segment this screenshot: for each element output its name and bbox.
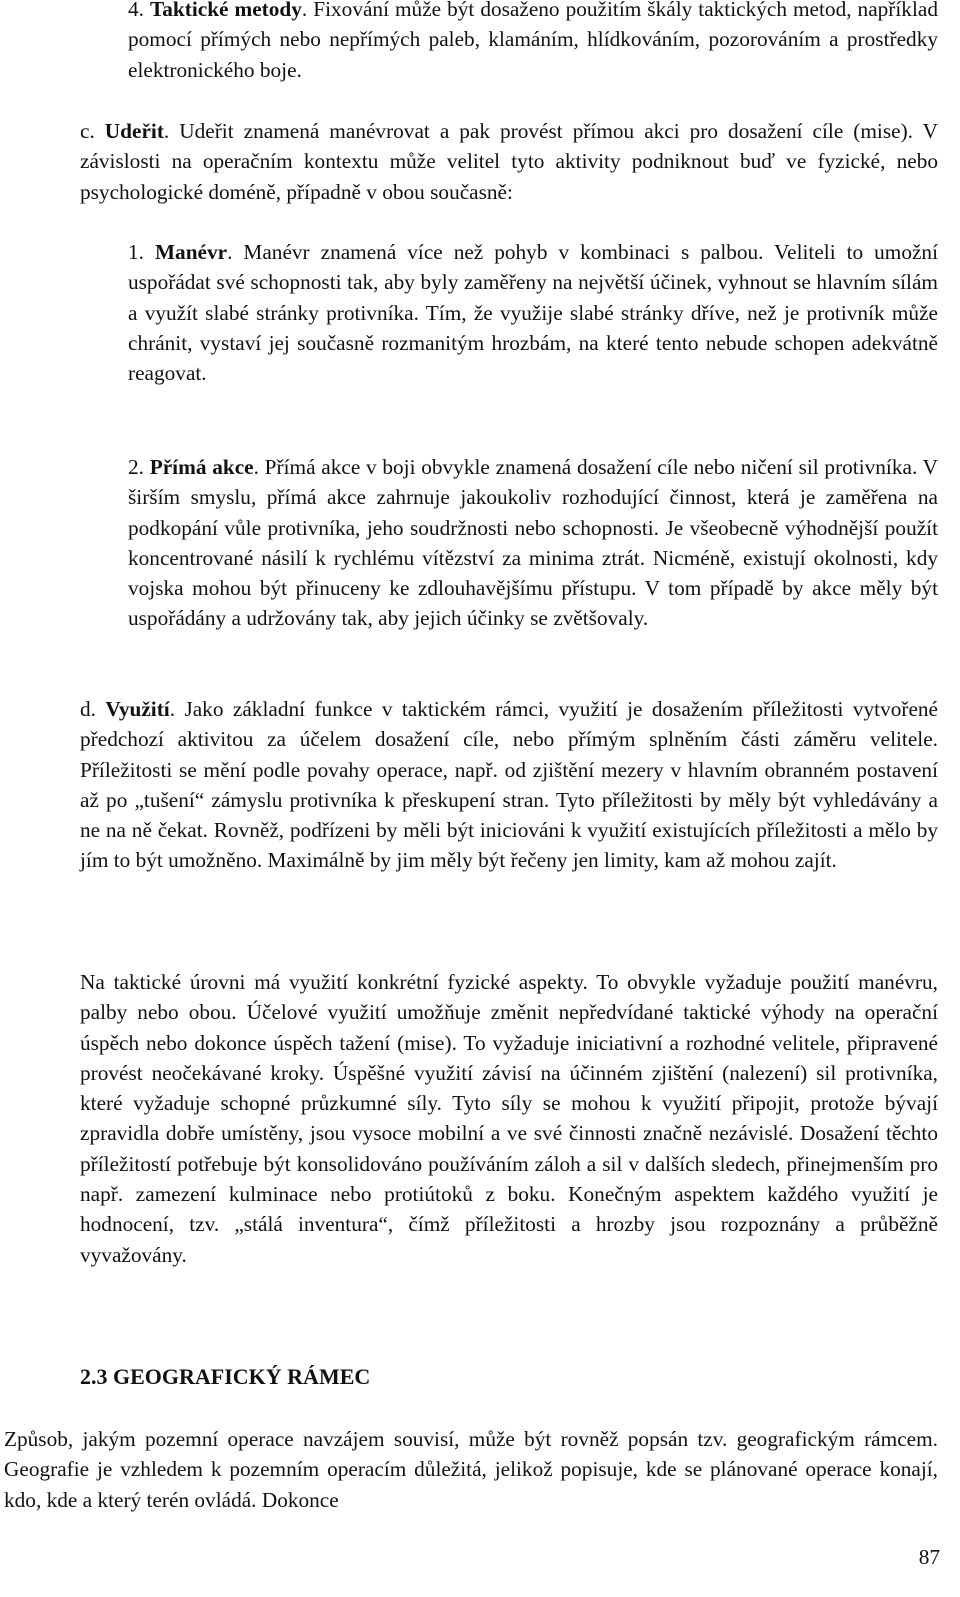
item-2-number: 2. bbox=[128, 455, 150, 479]
item-1-number: 1. bbox=[128, 240, 155, 264]
item-d-number: d. bbox=[80, 697, 106, 721]
item-1-title: Manévr bbox=[154, 240, 228, 264]
item-c-title: Udeřit bbox=[104, 119, 164, 143]
item-c-paragraph bbox=[80, 116, 938, 207]
item-4-number: 4. bbox=[128, 0, 150, 21]
item-c-text: . Udeřit znamená manévrovat a pak provést přímou akci pro dosažení cíle (mise). V závislosti na operačním kontextu může velitel tyto aktivity podniknout buď ve fyzické, nebo psychologické doméně, případně v obou současně: bbox=[80, 119, 938, 204]
item-4-text: . Fixování může být dosaženo použitím škály taktických metod, například pomocí přímých nebo nepřímých paleb, klamáním, hlídkováním, pozorováním a prostředky elektronického boje. bbox=[128, 0, 938, 82]
page-number: 87 bbox=[918, 1545, 940, 1569]
tactical-level-paragraph: Na taktické úrovni má využití konkrétní fyzické aspekty. To obvykle vyžaduje použití manévru, palby nebo obou. Účelové využití umožňuje změnit nepředvídané taktické výhody na operační úspěch nebo dokonce úspěch tažení (mise). To vyžaduje iniciativní a rozhodné velitele, připravené provést neočekávané kroky. Úspěšné využití závisí na účinném zjištění (nalezení) sil protivníka, které vyžaduje schopné průzkumné síly. Tyto síly se mohou k využití připojit, protože bývají zpravidla dobře umístěny, jsou vysoce mobilní a ve své činnosti značně nezávislé. Dosažení těchto příležitostí potřebuje být konsolidováno používáním záloh a sil v dalších sledech, přinejmenším pro např. zamezení kulminace nebo protiútoků z boku. Konečným aspektem každého využití je hodnocení, tzv. „stálá inventura“, čímž příležitosti a hrozby jsou rozpoznány a průběžně vyvažovány. bbox=[80, 970, 938, 1267]
item-c-number: c. bbox=[80, 119, 105, 143]
item-4-title: Taktické metody bbox=[149, 0, 302, 21]
item-1-paragraph bbox=[128, 237, 938, 388]
item-d-paragraph bbox=[80, 694, 938, 876]
item-2-text: . Přímá akce v boji obvykle znamená dosažení cíle nebo ničení sil protivníka. V širším smyslu, přímá akce zahrnuje jakoukoliv rozhodující činnost, která je zaměřena na podkopání vůle protivníka, jeho soudržnosti nebo schopnosti. Je všeobecně výhodnější použít koncentrované násilí k rychlému vítězství za minima ztrát. Nicméně, existují okolnosti, kdy vojska mohou být přinuceny ke zdlouhavějšímu přístupu. V tom případě by akce měly být uspořádány a udržovány tak, aby jejich účinky se zvětšovaly. bbox=[128, 455, 939, 631]
item-1-text: . Manévr znamená více než pohyb v kombinaci s palbou. Veliteli to umožní uspořádat své schopnosti tak, aby byly zaměřeny na největší účinek, vyhnout se hlavním sílám a využít slabé stránky protivníka. Tím, že využije slabé stránky dříve, než je protivník může chránit, vystaví jej současně rozmanitým hrozbám, na které tento nebude schopen adekvátně reagovat. bbox=[128, 240, 939, 386]
item-d-text: . Jako základní funkce v taktickém rámci, využití je dosažením příležitosti vytvořené předchozí aktivitou za účelem dosažení cíle, nebo přímým splněním části záměru velitele. Příležitosti se mění podle povahy operace, např. od zjištění mezery v hlavním obranném postavení až po „tušení“ zámyslu protivníka k přeskupení stran. Tyto příležitosti by měly být vyhledávány a ne na ně čekat. Rovněž, podřízeni by měli být iniciováni k využití existujících příležitosti a mělo by jím to být umožněno. Maximálně by jim měly být řečeny jen limity, kam až mohou zajít. bbox=[80, 697, 939, 873]
geographic-framework-paragraph: Způsob, jakým pozemní operace navzájem souvisí, může být rovněž popsán tzv. geografickým rámcem. Geografie je vzhledem k pozemním operacím důležitá, jelikož popisuje, kde se plánované operace konají, kdo, kde a který terén ovládá. Dokonce bbox=[4, 1427, 938, 1512]
section-heading: 2.3 GEOGRAFICKÝ RÁMEC bbox=[80, 1364, 371, 1389]
item-4-paragraph bbox=[128, 0, 938, 85]
item-d-title: Využití bbox=[105, 697, 170, 721]
item-2-paragraph bbox=[128, 452, 938, 634]
item-2-title: Přímá akce bbox=[149, 455, 254, 479]
